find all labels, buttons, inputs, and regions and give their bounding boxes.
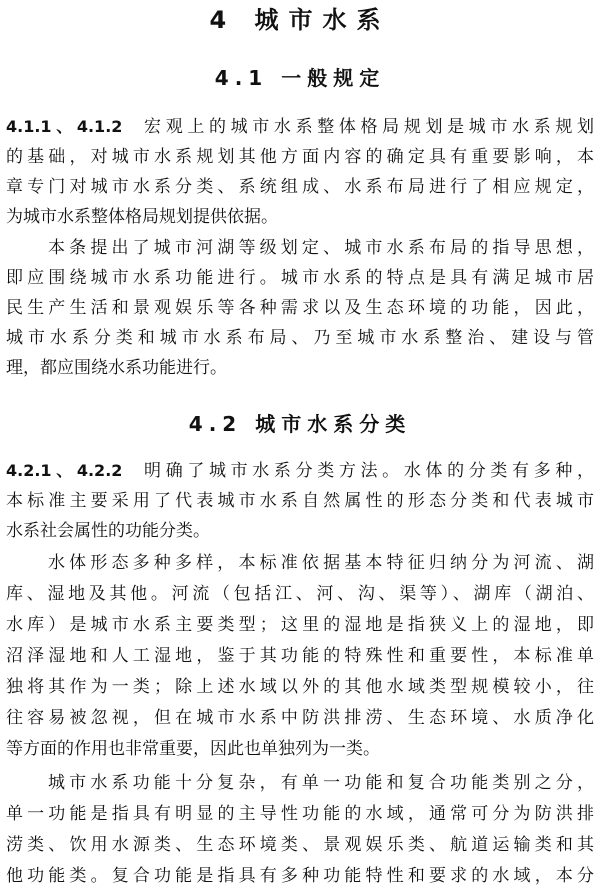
paragraph-text: 宏观上的城市水系整体格局规划是城市水系规划 <box>139 117 594 137</box>
paragraph-line: 章专门对城市水系分类、系统组成、水系布局进行了相应规定， <box>6 177 594 197</box>
paragraph-line: 水体形态多种多样，本标准依据基本特征归纳分为河流、湖 <box>48 553 594 573</box>
paragraph-line: 水库）是城市水系主要类型；这里的湿地是指狭义上的湿地，即 <box>6 615 594 635</box>
paragraph-line: 即应围绕城市水系功能进行。城市水系的特点是具有满足城市居 <box>6 268 594 288</box>
paragraph-line <box>6 112 594 142</box>
paragraph-line: 独将其作为一类；除上述水域以外的其他水域类型规模较小，往 <box>6 677 594 697</box>
section-title-4-1: 4.1 一般规定 <box>214 66 386 90</box>
paragraph-line <box>6 456 594 486</box>
paragraph-line: 他功能类。复合功能是指具有多种功能特性和要求的水域，本分 <box>6 866 594 886</box>
paragraph-line: 理，都应围绕水系功能进行。 <box>6 358 227 378</box>
paragraph-line: 单一功能是指具有明显的主导性功能的水域，通常可分为防洪排 <box>6 804 594 824</box>
chapter-title: 4 城市水系 <box>209 6 391 34</box>
paragraph-line: 民生产生活和景观娱乐等各种需求以及生态环境的功能，因此， <box>6 298 594 318</box>
paragraph-line: 城市水系功能十分复杂，有单一功能和复合功能类别之分， <box>48 773 594 793</box>
paragraph-line: 沼泽湿地和人工湿地，鉴于其功能的特殊性和重要性，本标准单 <box>6 646 594 666</box>
paragraph-line: 本标准主要采用了代表城市水系自然属性的形态分类和代表城市 <box>6 491 594 511</box>
clause-number: 4.2.1、4.2.2 <box>6 461 123 480</box>
paragraph-line: 涝类、饮用水源类、生态环境类、景观娱乐类、航道运输类和其 <box>6 835 594 855</box>
paragraph-line: 水系社会属性的功能分类。 <box>6 521 210 541</box>
section-title-4-2: 4.2 城市水系分类 <box>188 412 412 436</box>
paragraph-line: 本条提出了城市河湖等级划定、城市水系布局的指导思想， <box>48 238 594 258</box>
paragraph-line: 城市水系分类和城市水系布局、乃至城市水系整治、建设与管 <box>6 328 594 348</box>
paragraph-text: 明确了城市水系分类方法。水体的分类有多种， <box>139 461 594 481</box>
paragraph-line: 库、湿地及其他。河流（包括江、河、沟、渠等）、湖库（湖泊、 <box>6 584 594 604</box>
paragraph-line: 为城市水系整体格局规划提供依据。 <box>6 207 278 227</box>
paragraph-line: 的基础，对城市水系规划其他方面内容的确定具有重要影响，本 <box>6 147 594 167</box>
clause-number: 4.1.1、4.1.2 <box>6 117 123 136</box>
paragraph-line: 往容易被忽视，但在城市水系中防洪排涝、生态环境、水质净化 <box>6 708 594 728</box>
paragraph-line: 等方面的作用也非常重要，因此也单独列为一类。 <box>6 739 380 759</box>
